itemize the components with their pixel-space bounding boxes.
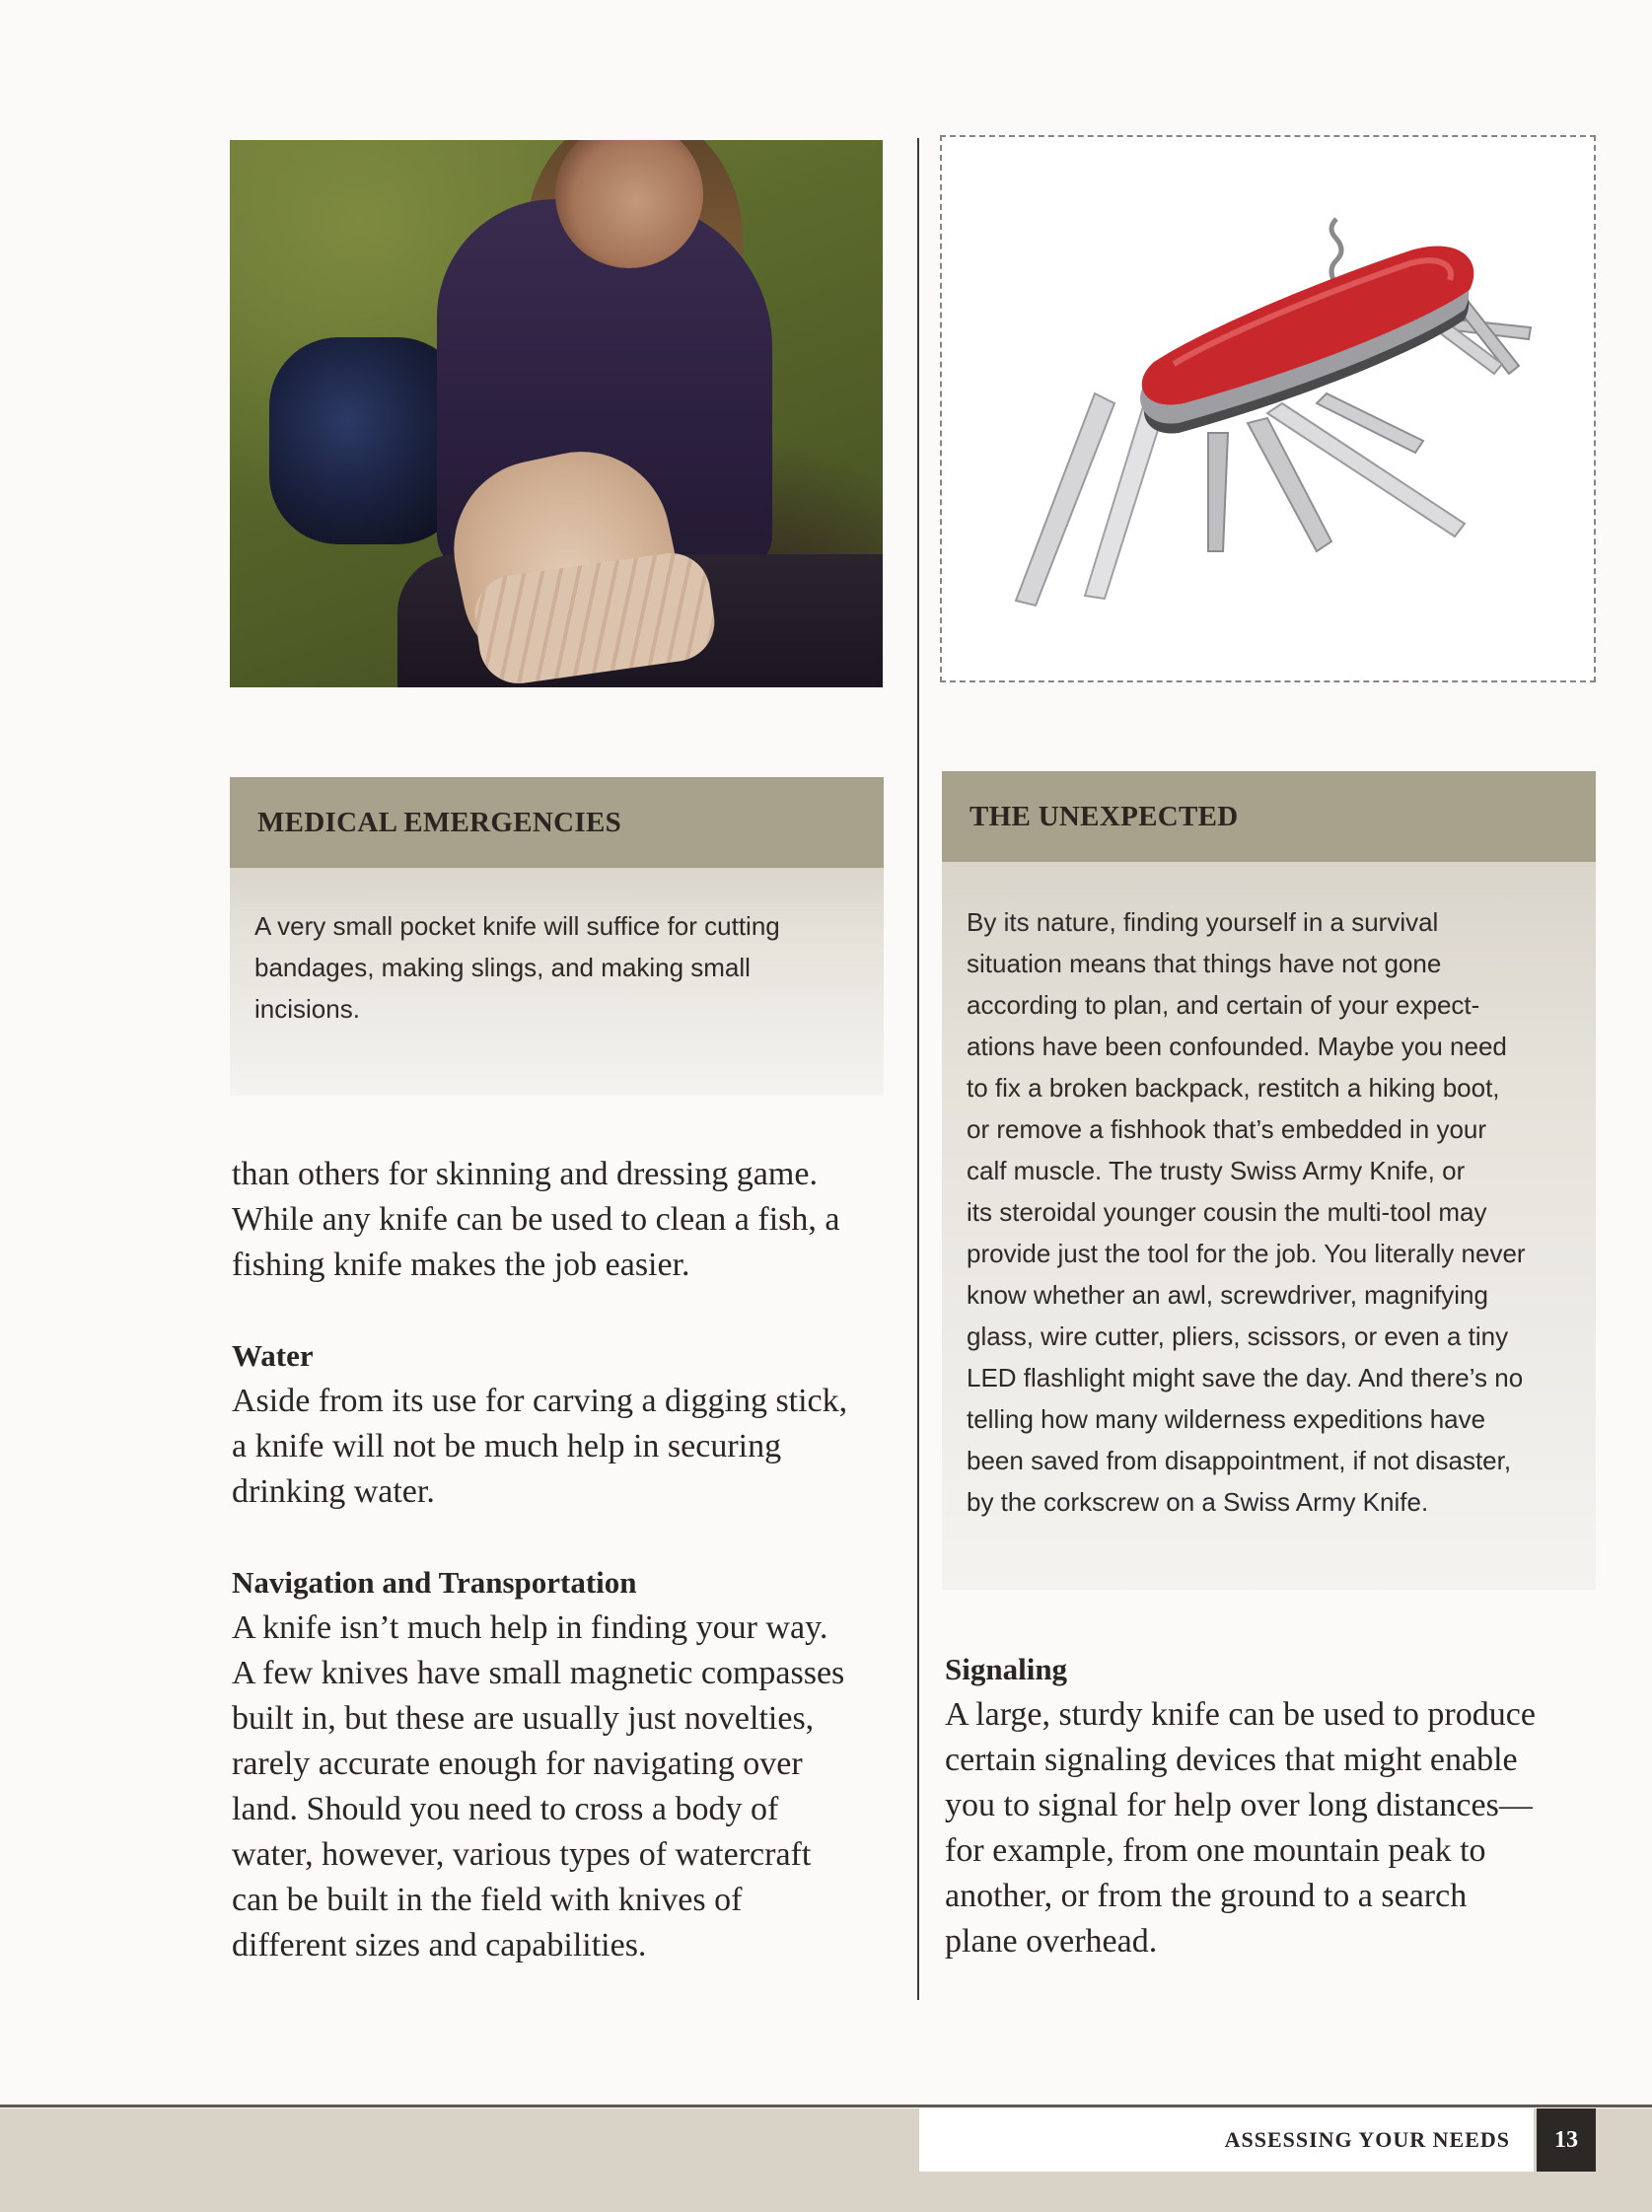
body-line: built in, but these are usually just novelties, bbox=[232, 1700, 815, 1737]
sidebar-line: know whether an awl, screwdriver, magnifying bbox=[967, 1280, 1488, 1310]
sidebar-line: or remove a fishhook that’s embedded in your bbox=[967, 1114, 1487, 1144]
body-line: A few knives have small magnetic compasses bbox=[232, 1655, 845, 1691]
body-line: different sizes and capabilities. bbox=[232, 1927, 647, 1963]
page-number: 13 bbox=[1537, 2108, 1596, 2172]
sidebar-line: By its nature, finding yourself in a survival bbox=[967, 907, 1439, 937]
sidebar-line: bandages, making slings, and making small bbox=[254, 953, 751, 982]
sidebar-line: been saved from disappointment, if not disaster, bbox=[967, 1446, 1512, 1475]
body-line: water, however, various types of watercraft bbox=[232, 1836, 812, 1873]
body-line: for example, from one mountain peak to bbox=[945, 1832, 1486, 1869]
sidebar-line: according to plan, and certain of your expect- bbox=[967, 990, 1480, 1020]
body-line: certain signaling devices that might enable bbox=[945, 1742, 1518, 1778]
section-title: ASSESSING YOUR NEEDS bbox=[1224, 2127, 1510, 2152]
medical-emergencies-body bbox=[230, 868, 884, 1096]
sidebar-line: glass, wire cutter, pliers, scissors, or even a tiny bbox=[967, 1321, 1509, 1351]
sidebar-line: provide just the tool for the job. You literally never bbox=[967, 1239, 1526, 1268]
sidebar-line: calf muscle. The trusty Swiss Army Knife, or bbox=[967, 1156, 1466, 1185]
medical-emergencies-header bbox=[230, 777, 884, 868]
multitool-photo bbox=[940, 135, 1596, 682]
sidebar-line: by the corkscrew on a Swiss Army Knife. bbox=[967, 1487, 1429, 1517]
body-line: A large, sturdy knife can be used to produce bbox=[945, 1696, 1536, 1733]
body-line: can be built in the field with knives of bbox=[232, 1882, 743, 1918]
sidebar-line: incisions. bbox=[254, 994, 360, 1024]
sidebar-line: to fix a broken backpack, restitch a hiking boot, bbox=[967, 1073, 1500, 1103]
swiss-army-knife-icon bbox=[942, 137, 1594, 680]
sidebar-heading: THE UNEXPECTED bbox=[970, 800, 1239, 832]
right-body-text bbox=[945, 1647, 1596, 1964]
sidebar-line: telling how many wilderness expeditions have bbox=[967, 1404, 1486, 1434]
body-line: fishing knife makes the job easier. bbox=[232, 1247, 690, 1283]
sidebar-heading: MEDICAL EMERGENCIES bbox=[257, 806, 622, 838]
body-line: A knife isn’t much help in finding your way. bbox=[232, 1609, 828, 1646]
the-unexpected-header bbox=[942, 771, 1596, 862]
sidebar-line: A very small pocket knife will suffice for cutting bbox=[254, 911, 780, 941]
body-line: While any knife can be used to clean a fish, a bbox=[232, 1201, 840, 1238]
sidebar-line: situation means that things have not gone bbox=[967, 949, 1442, 978]
sidebar-line: ations have been confounded. Maybe you need bbox=[967, 1032, 1507, 1061]
water-heading: Water bbox=[232, 1338, 314, 1373]
footer-rule bbox=[0, 2105, 1652, 2107]
body-line: than others for skinning and dressing game. bbox=[232, 1156, 818, 1192]
signaling-heading: Signaling bbox=[945, 1652, 1068, 1686]
sidebar-line: LED flashlight might save the day. And there’s no bbox=[967, 1363, 1524, 1392]
the-unexpected-body bbox=[942, 862, 1596, 1590]
column-divider bbox=[917, 138, 919, 2000]
sidebar-line: its steroidal younger cousin the multi-tool may bbox=[967, 1197, 1487, 1227]
body-line: plane overhead. bbox=[945, 1923, 1158, 1960]
body-line: land. Should you need to cross a body of bbox=[232, 1791, 779, 1827]
body-line: Aside from its use for carving a digging stick, bbox=[232, 1383, 848, 1419]
body-line: drinking water. bbox=[232, 1473, 435, 1510]
navigation-heading: Navigation and Transportation bbox=[232, 1565, 637, 1600]
body-line: you to signal for help over long distances— bbox=[945, 1787, 1533, 1823]
left-body-text bbox=[232, 1152, 883, 1968]
body-line: rarely accurate enough for navigating over bbox=[232, 1746, 803, 1782]
body-line: another, or from the ground to a search bbox=[945, 1878, 1468, 1914]
body-line: a knife will not be much help in securing bbox=[232, 1428, 782, 1464]
bandaging-photo bbox=[230, 140, 883, 687]
running-footer bbox=[919, 2108, 1534, 2172]
